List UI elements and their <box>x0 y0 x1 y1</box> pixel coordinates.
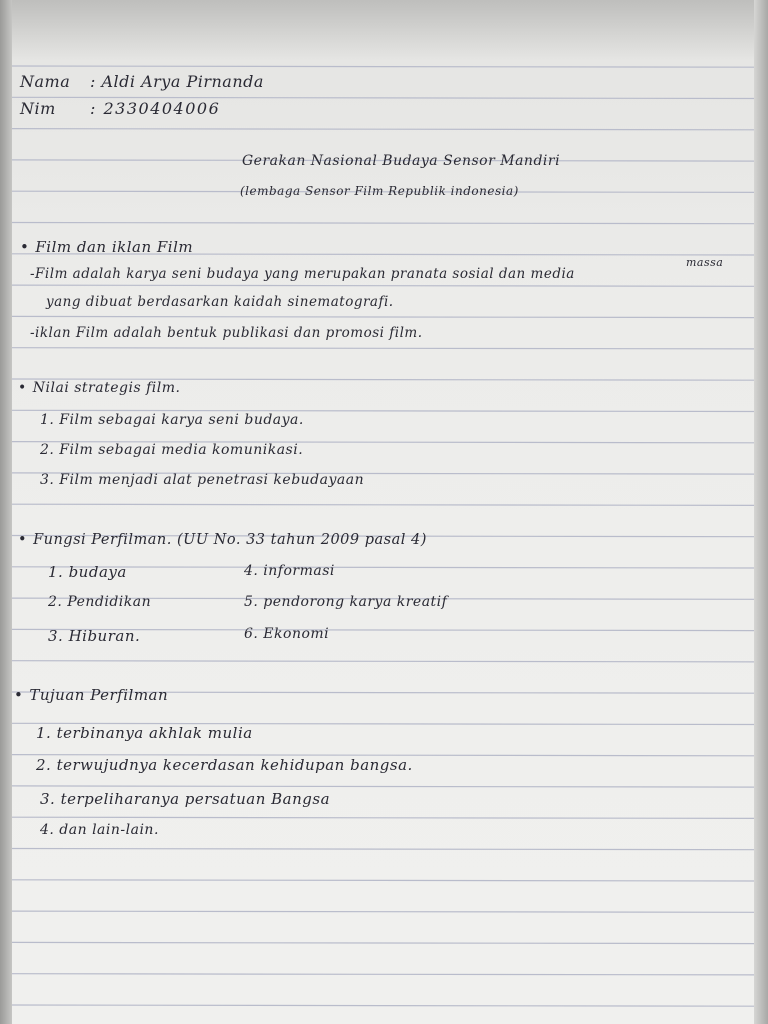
section2-item-2: 2. Film sebagai media komunikasi. <box>40 442 304 458</box>
nim-label: Nim <box>20 99 56 118</box>
section4-item-1: 1. terbinanya akhlak mulia <box>36 724 253 742</box>
section4-item-3: 3. terpeliharanya persatuan Bangsa <box>40 790 331 808</box>
section4-item-2: 2. terwujudnya kecerdasan kehidupan bangsa. <box>36 756 413 774</box>
section4-item-4: 4. dan lain-lain. <box>40 822 159 838</box>
section3-col1-item-1: 1. budaya <box>48 563 127 581</box>
title-line-1: Gerakan Nasional Budaya Sensor Mandiri <box>242 153 561 169</box>
section1-line-1: -Film adalah karya seni budaya yang merupakan pranata sosial dan media <box>30 266 575 282</box>
section2-heading <box>18 380 180 396</box>
section1-line-2: yang dibuat berdasarkan kaidah sinematografi. <box>46 294 394 310</box>
section1-line-3: -iklan Film adalah bentuk publikasi dan promosi film. <box>30 325 423 341</box>
section1-heading-text: Film dan iklan Film <box>35 238 194 256</box>
bullet-icon: • <box>18 380 27 396</box>
nim-value: : 2330404006 <box>90 99 221 118</box>
bullet-icon: • <box>18 532 28 548</box>
nama-label: Nama <box>20 72 71 91</box>
section2-item-1: 1. Film sebagai karya seni budaya. <box>40 412 304 428</box>
title-line-2: (lembaga Sensor Film Republik indonesia) <box>240 184 519 198</box>
bullet-icon: • <box>20 238 30 256</box>
section3-col2-item-1: 4. informasi <box>244 563 335 579</box>
section4-heading <box>14 686 168 704</box>
section4-heading-text: Tujuan Perfilman <box>29 686 169 704</box>
section2-heading-text: Nilai strategis film. <box>32 380 181 396</box>
section1-note: massa <box>686 256 724 269</box>
nama-value: : Aldi Arya Pirnanda <box>90 72 264 91</box>
section3-col1-item-2: 2. Pendidikan <box>48 594 152 610</box>
section3-col1-item-3: 3. Hiburan. <box>48 627 141 645</box>
section1-heading <box>20 238 193 256</box>
section2-item-3: 3. Film menjadi alat penetrasi kebudayaan <box>40 472 365 488</box>
bullet-icon: • <box>14 686 24 704</box>
section3-heading-text: Fungsi Perfilman. (UU No. 33 tahun 2009 pasal 4) <box>33 532 427 548</box>
section3-col2-item-2: 5. pendorong karya kreatif <box>244 594 448 610</box>
section3-heading <box>18 532 427 548</box>
section3-col2-item-3: 6. Ekonomi <box>244 626 330 642</box>
